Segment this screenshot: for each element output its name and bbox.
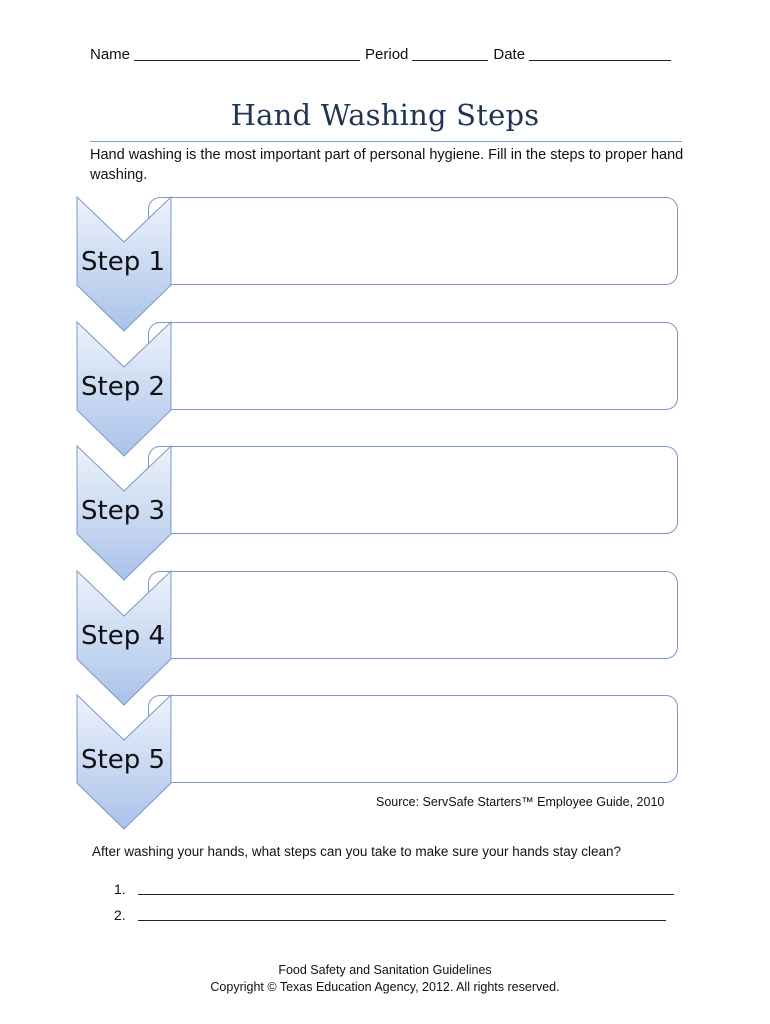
answer-line-2 (114, 907, 666, 923)
answer-line-1 (114, 881, 674, 897)
answer-number-1: 1. (114, 881, 126, 897)
footer-copyright: Copyright © Texas Education Agency, 2012. All rights reserved. (210, 980, 560, 994)
follow-up-question: After washing your hands, what steps can you take to make sure your hands stay clean? (92, 844, 622, 859)
period-label: Period (365, 46, 409, 63)
name-label: Name (90, 46, 131, 63)
step-5-label: Step 5 (81, 745, 166, 775)
step-1-label: Step 1 (81, 247, 166, 277)
answer-number-2: 2. (114, 907, 126, 923)
footer (0, 962, 770, 996)
intro-text: Hand washing is the most important part of personal hygiene. Fill in the steps to proper hand washing. (90, 147, 684, 183)
step-2-label: Step 2 (81, 372, 166, 402)
step-3-label: Step 3 (81, 496, 166, 526)
footer-course: Food Safety and Sanitation Guidelines (278, 963, 492, 977)
page-title: Hand Washing Steps (230, 98, 540, 132)
answer-field-2[interactable] (138, 907, 666, 921)
source-citation: Source: ServSafe Starters™ Employee Guide, 2010 (376, 795, 665, 809)
answer-field-1[interactable] (138, 881, 674, 895)
step-4-label: Step 4 (81, 621, 166, 651)
date-label: Date (493, 46, 526, 63)
